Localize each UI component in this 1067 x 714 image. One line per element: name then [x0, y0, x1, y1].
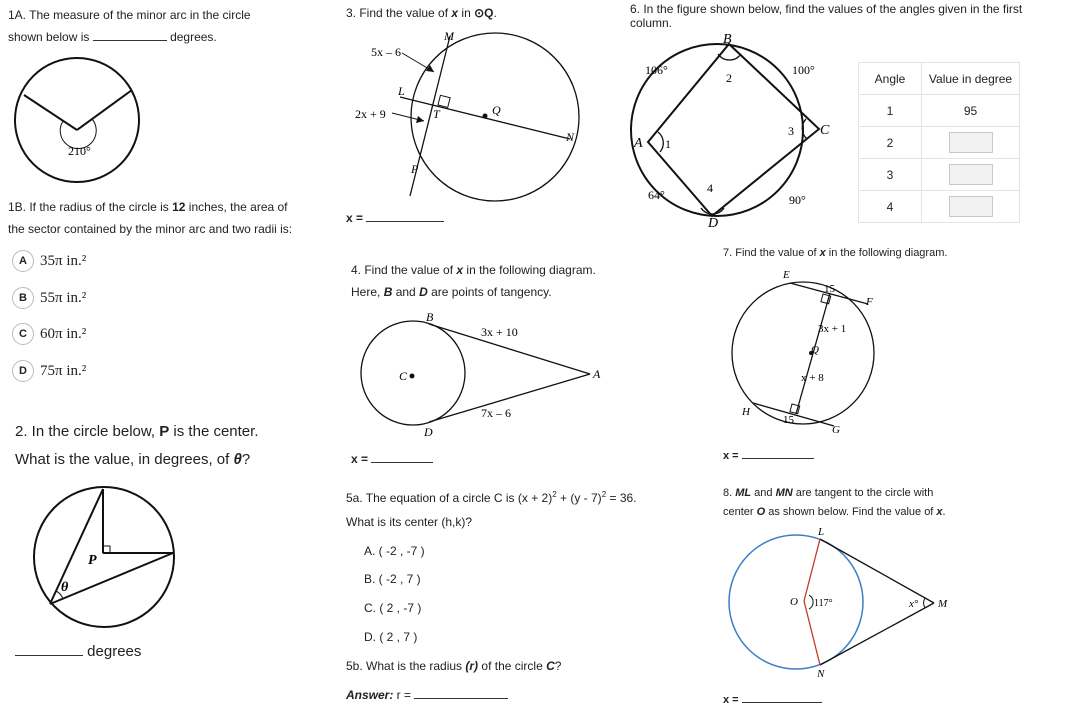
table-header-row: [859, 63, 1020, 95]
q1a-line2: [8, 30, 217, 44]
q4-text-b: in the following diagram.: [463, 263, 596, 277]
q1b-choice-b[interactable]: [12, 287, 86, 309]
q1a-answer-blank[interactable]: [93, 40, 167, 41]
q8-label-o: O: [790, 596, 798, 608]
q3-label-seg2: 2x + 9: [355, 107, 386, 121]
q4-label-bottom: 7x – 6: [481, 406, 511, 420]
q7-label-h: H: [742, 406, 750, 418]
table-header-value: Value in degree: [922, 63, 1020, 95]
q1b-text-b: inches, the area of: [185, 200, 288, 214]
q1a-text-a: shown below is: [8, 30, 90, 44]
q6-label-a: A: [634, 136, 643, 151]
q6-arc-angle2: [718, 54, 741, 60]
q3-text-d: .: [493, 6, 497, 20]
q3-text-x: x: [451, 6, 459, 20]
q7-prompt: [723, 247, 947, 259]
q7-text-b: in the following diagram.: [825, 247, 948, 259]
q4-label-top: 3x + 10: [481, 325, 518, 339]
answer-input-box[interactable]: [949, 164, 993, 185]
q4-center-dot: [410, 374, 415, 379]
q7-right-angle-top: [821, 294, 831, 304]
q8-tangent-ml: [820, 539, 934, 603]
q4-text-d: are points of tangency.: [427, 285, 552, 299]
q8-answer-blank[interactable]: [742, 702, 822, 703]
choice-letter[interactable]: C: [12, 323, 34, 345]
q7-answer-row: [723, 450, 814, 462]
q6-label-c: C: [820, 123, 830, 138]
q8-angle-arc-m: [924, 598, 925, 608]
q5a-option-d[interactable]: D. ( 2 , 7 ): [364, 630, 418, 644]
q4-line2: [351, 285, 552, 299]
q3-text-a: 3. Find the value of: [346, 6, 452, 20]
q7-label-15-bottom: 15: [783, 414, 794, 426]
q5b-answer-r: r =: [393, 688, 412, 702]
q3-text-circle-q: ⊙Q: [474, 6, 494, 20]
q3-arrowhead-2: [416, 116, 424, 123]
q1b-choice-c[interactable]: [12, 323, 86, 345]
table-cell-value: [922, 159, 1020, 191]
q2-line1: [15, 423, 258, 440]
q3-figure: [340, 25, 600, 210]
q2-text-c: What is the value, in degrees, of: [15, 451, 234, 468]
q5b-text-a: 5b. What is the radius: [346, 659, 466, 673]
q2-label-p: P: [88, 553, 97, 568]
q8-text-ml: ML: [735, 487, 752, 499]
q3-label-n: N: [566, 130, 575, 144]
choice-text: 75π in.²: [40, 362, 87, 379]
q6-label-b: B: [723, 32, 732, 47]
q5b-text-r: (r): [465, 659, 479, 673]
q6-arc-100: 100°: [792, 63, 815, 77]
q2-chord-left: [50, 489, 103, 604]
q8-text-a: 8.: [723, 487, 736, 499]
q4-line1: [351, 263, 596, 277]
q4-text-x: x: [456, 263, 464, 277]
q8-answer-row: [723, 694, 822, 706]
q8-label-x: x°: [909, 598, 919, 610]
table-cell-value: 95: [922, 95, 1020, 127]
q4-text-a: 4. Find the value of: [351, 263, 457, 277]
q5b-answer-blank[interactable]: [414, 698, 508, 699]
q1b-choice-d[interactable]: [12, 360, 86, 382]
q7-answer-blank[interactable]: [742, 458, 814, 459]
q2-label-theta: θ: [61, 580, 69, 595]
q7-answer-label: x =: [723, 450, 739, 462]
q4-circle: [361, 321, 465, 425]
q1a-radius-right: [77, 90, 132, 130]
q4-label-c: C: [399, 369, 408, 383]
table-cell-angle: 4: [859, 191, 922, 223]
q4-text-b-point: B: [383, 285, 393, 299]
q5b-answer-label: Answer:: [346, 688, 394, 702]
q3-center-dot: [483, 114, 488, 119]
q6-arc-angle1: [658, 132, 663, 152]
q8-figure: [726, 523, 966, 683]
q5a-sup2: 2: [601, 490, 607, 499]
q8-radius-on: [804, 601, 820, 665]
choice-text: 55π in.²: [40, 289, 87, 306]
q2-answer-blank[interactable]: [15, 655, 83, 656]
q8-text-d: as shown below. Find the value of: [765, 506, 937, 518]
q7-label-x8: x + 8: [801, 372, 824, 384]
q7-text-a: 7. Find the value of: [723, 247, 820, 259]
q6-arc-90: 90°: [789, 193, 806, 207]
q6-label-d: D: [708, 216, 719, 231]
q3-label-p: P: [411, 162, 419, 176]
table-row: [859, 95, 1020, 127]
q2-circle-figure: [28, 483, 184, 639]
q5a-text-b: + (y - 7): [556, 491, 602, 505]
q5a-line2: What is its center (h,k)?: [346, 515, 473, 529]
q8-label-n: N: [817, 668, 825, 680]
q7-right-angle-bottom: [790, 404, 800, 414]
q1a-circle: [15, 58, 139, 182]
q1b-radius: 12: [172, 200, 186, 214]
q2-text-d: ?: [241, 451, 251, 468]
q2-right-angle: [103, 546, 110, 553]
q1b-line2: the sector contained by the minor arc and two radii is:: [8, 222, 293, 236]
q4-label-d: D: [424, 425, 433, 439]
q3-answer-row: [346, 211, 444, 225]
q7-label-q: Q: [811, 344, 819, 356]
q6-prompt: 6. In the figure shown below, find the values of the angles given in the first column.: [630, 2, 1023, 30]
q4-label-b: B: [426, 310, 434, 324]
choice-letter[interactable]: A: [12, 250, 34, 272]
q2-text-theta: θ: [233, 451, 242, 468]
q8-label-117: 117°: [814, 598, 833, 609]
table-row: [859, 191, 1020, 223]
q2-text-b: is the center.: [169, 423, 259, 440]
q3-right-angle: [438, 95, 450, 107]
q5a-option-c[interactable]: C. ( 2 , -7 ): [364, 601, 422, 615]
q5a-line1: [346, 490, 637, 505]
q4-label-a: A: [593, 367, 601, 381]
q7-text-x: x: [819, 247, 826, 259]
answer-input-box[interactable]: [949, 132, 993, 153]
q5b-text-b: of the circle: [478, 659, 547, 673]
q5b-text-c: ?: [554, 659, 562, 673]
q1b-choice-a[interactable]: [12, 250, 86, 272]
q1a-line1: 1A. The measure of the minor arc in the circle: [8, 8, 251, 22]
q5b-answer-row: [346, 688, 508, 702]
q5a-text-c: = 36.: [606, 491, 637, 505]
q3-text-b: in: [458, 6, 475, 20]
q3-prompt: [346, 6, 497, 20]
q5b-text-c-point: C: [546, 659, 555, 673]
table-cell-angle: 1: [859, 95, 922, 127]
q6-num-1: 1: [665, 137, 671, 151]
q1a-circle-figure: [10, 55, 150, 185]
table-cell-angle: 2: [859, 127, 922, 159]
q7-figure: [728, 265, 878, 445]
q8-text-e: .: [942, 506, 946, 518]
q3-label-m: M: [444, 29, 454, 43]
choice-letter[interactable]: B: [12, 287, 34, 309]
q7-label-15-top: 15: [824, 283, 835, 295]
q8-text-mn: MN: [775, 487, 793, 499]
q8-text-and: and: [751, 487, 776, 499]
q6-num-2: 2: [726, 71, 732, 85]
q5a-option-a[interactable]: A. ( -2 , -7 ): [364, 544, 425, 558]
q3-label-t: T: [433, 107, 440, 121]
q6-num-3: 3: [788, 124, 794, 138]
q3-answer-label: x =: [346, 211, 364, 225]
q4-text-d-point: D: [419, 285, 428, 299]
q5a-sup1: 2: [552, 490, 557, 499]
choice-letter[interactable]: D: [12, 360, 34, 382]
q3-label-seg1: 5x – 6: [371, 45, 401, 59]
q2-text-a: 2. In the circle below,: [15, 423, 160, 440]
q4-answer-row: [351, 452, 433, 466]
q8-line2: [723, 506, 946, 518]
q5b-line: [346, 659, 561, 673]
answer-input-box[interactable]: [949, 196, 993, 217]
choice-text: 35π in.²: [40, 252, 87, 269]
q8-tangent-mn: [820, 603, 934, 665]
q4-answer-label: x =: [351, 452, 369, 466]
q3-label-q: Q: [492, 103, 501, 117]
q7-label-f: F: [866, 296, 873, 308]
table-row: [859, 127, 1020, 159]
q1a-arc-label: 210°: [68, 144, 91, 158]
table-cell-angle: 3: [859, 159, 922, 191]
q2-answer-row: [15, 643, 141, 660]
choice-text: 60π in.²: [40, 325, 87, 342]
q8-text-c: center: [723, 506, 757, 518]
q4-text-and: and: [392, 285, 420, 299]
table-row: [859, 159, 1020, 191]
q7-label-e: E: [783, 269, 790, 281]
q6-arc-106: 106°: [645, 63, 668, 77]
q6-figure: [626, 28, 856, 233]
q8-text-x: x: [936, 506, 943, 518]
q8-answer-label: x =: [723, 694, 739, 706]
q1b-text-a: 1B. If the radius of the circle is: [8, 200, 173, 214]
q5a-option-b[interactable]: B. ( -2 , 7 ): [364, 572, 421, 586]
q4-figure: [355, 308, 615, 443]
q6-angle-table: [858, 62, 1020, 223]
q2-answer-suffix: degrees: [87, 643, 142, 660]
q4-answer-blank[interactable]: [371, 462, 433, 463]
q2-chord-bottom: [50, 553, 173, 604]
q2-text-p: P: [159, 423, 170, 440]
q8-text-o: O: [756, 506, 766, 518]
q1a-text-b: degrees.: [170, 30, 217, 44]
q1b-line1: [8, 200, 288, 214]
q1a-radius-left: [24, 95, 77, 130]
q8-angle-arc: [809, 595, 813, 609]
q3-label-l: L: [398, 84, 405, 98]
table-cell-value: [922, 191, 1020, 223]
q6-arc-64: 64°: [648, 188, 665, 202]
q5a-text-a: 5a. The equation of a circle C is (x + 2): [346, 491, 553, 505]
table-header-angle: Angle: [859, 63, 922, 95]
table-cell-value: [922, 127, 1020, 159]
q7-label-3x1: 3x + 1: [818, 323, 847, 335]
q3-answer-blank[interactable]: [366, 221, 444, 222]
q8-text-b: are tangent to the circle with: [792, 487, 934, 499]
q8-label-l: L: [818, 526, 825, 538]
q2-line2: [15, 451, 250, 468]
q4-text-c: Here,: [351, 285, 384, 299]
q8-label-m: M: [938, 598, 948, 610]
q7-label-g: G: [832, 424, 840, 436]
q8-line1: [723, 487, 933, 499]
q8-radius-ol: [804, 539, 820, 601]
q6-num-4: 4: [707, 181, 713, 195]
